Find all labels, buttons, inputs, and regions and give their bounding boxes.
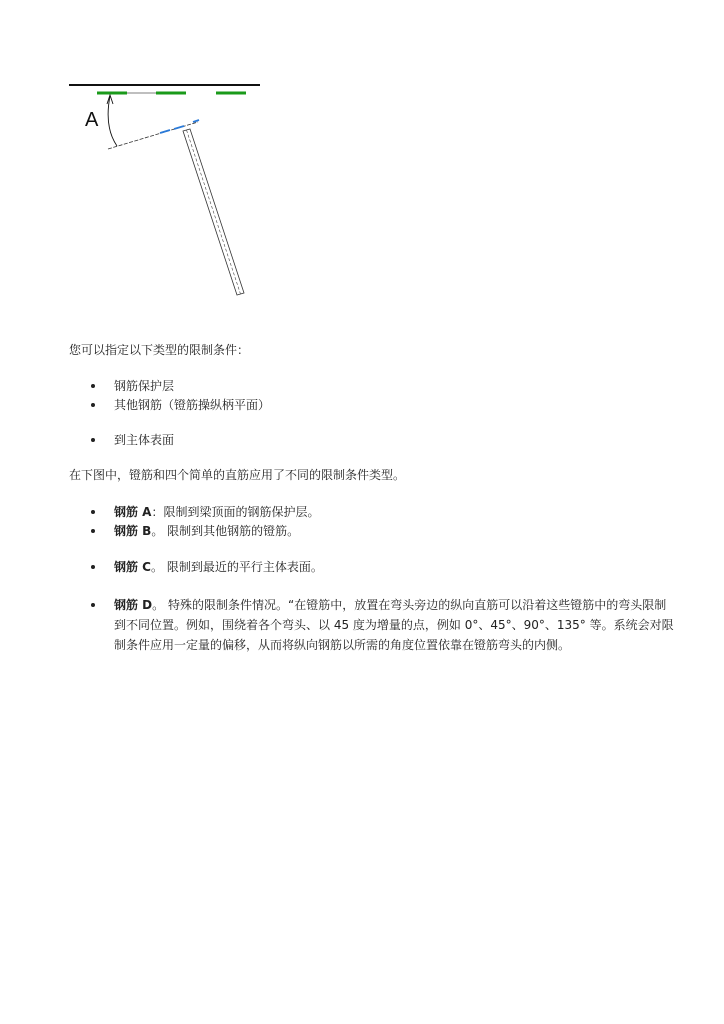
list-item-text: 其他钢筋（镫筋操纵柄平面）	[114, 398, 271, 412]
rebar-separator: ：	[151, 505, 164, 519]
rebar-separator: 。	[151, 560, 164, 574]
list-item-text: 到主体表面	[114, 433, 175, 447]
intro-text: 您可以指定以下类型的限制条件：	[69, 343, 250, 357]
bullet-icon	[91, 603, 95, 607]
bullet-icon	[91, 565, 95, 569]
bullet-icon	[91, 403, 95, 407]
blue-dash-2	[174, 126, 184, 129]
rebar-name: 钢筋 A	[114, 505, 152, 519]
rebar-description: 特殊的限制条件情况。“在镫筋中，放置在弯头旁边的纵向直筋可以沿着这些镫筋中的弯头限制到不同位置。例如，围绕着各个弯头、以 45 度为增量的点，例如 0°、45°、90°、135° 等。系统会对限制条件应用一定量的偏移，从而将纵向钢筋以所需的角度位置依靠在镫筋弯头的内侧。	[114, 598, 674, 652]
rebar-name: 钢筋 B	[114, 524, 152, 538]
rebar-separator: 。	[151, 524, 164, 538]
rebar-name: 钢筋 D	[114, 598, 153, 612]
list-item-text: 钢筋保护层	[114, 379, 175, 393]
bullet-icon	[91, 510, 95, 514]
arc-arrowhead	[107, 95, 113, 104]
lead-text: 在下图中，镫筋和四个简单的直筋应用了不同的限制条件类型。	[69, 468, 406, 482]
blue-dash-1	[160, 130, 170, 133]
rebar-name: 钢筋 C	[114, 560, 151, 574]
bullet-icon	[91, 438, 95, 442]
bullet-icon	[91, 384, 95, 388]
rebar-description: 限制到梁顶面的钢筋保护层。	[163, 505, 320, 519]
bullet-icon	[91, 529, 95, 533]
angle-label: A	[85, 109, 99, 131]
blue-dash-3	[193, 120, 199, 122]
rebar-constraint-diagram	[60, 72, 280, 302]
rebar-description: 限制到其他钢筋的镫筋。	[167, 524, 300, 538]
rebar-description: 限制到最近的平行主体表面。	[166, 560, 323, 574]
rebar-centerline	[187, 130, 241, 294]
rebar-separator: 。	[152, 598, 165, 612]
